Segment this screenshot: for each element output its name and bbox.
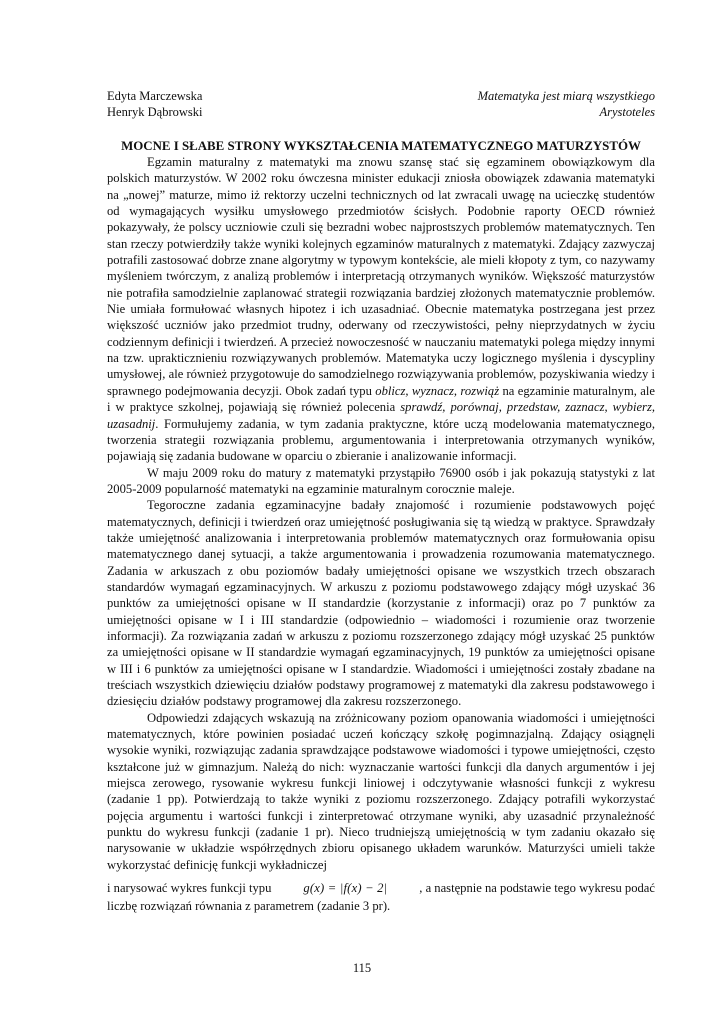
author-name: Edyta Marczewska — [107, 89, 203, 103]
authors — [107, 88, 202, 120]
author-name: Henryk Dąbrowski — [107, 105, 203, 119]
epigraph-author: Arystoteles — [599, 105, 655, 119]
formula-line — [107, 878, 655, 898]
text-run: . Formułujemy zadania, w tym zadania praktyczne, które uczą modelowania matematycznego, tworzenia strategii rozwiązania problemu, argumentowania i interpretowania otrzymanych wyników, pojawiają się zadania budowane w oparciu o zbieranie i analizowanie informacji. — [107, 416, 655, 464]
text-run: na egzaminie maturalnym, ale i w praktyce szkolnej, pojawiają się również polecenia — [107, 383, 655, 415]
paragraph: Odpowiedzi zdających wskazują na zróżnicowany poziom opanowania wiadomości i umiejętności matematycznych, które powinien posiadać uczeń kończący szkołę pogimnazjalną. Zdający osiągnęli wysokie wyniki, rozwiązując zadania sprawdzające podstawowe wiadomości i typowe umiejętności, często kształcone już w gimnazjum. Należą do nich: wyznaczanie wartości funkcji dla danych argumentów i jej miejsca zerowego, rysowanie wykresu funkcji liniowej i odczytywanie własności funkcji z wykresu (zadanie 1 pp). Potwierdzają to także wyniki z poziomu rozszerzonego. Zdający potrafili wykorzystać pojęcia argumentu i wartości funkcji i zinterpretować otrzymane wyniki, aby uzasadnić przynależność punktu do wykresu funkcji (zadanie 1 pr). Nieco trudniejszą umiejętnością w tym zadaniu okazało się narysowanie w układzie współrzędnych zbioru opisanego układem warunków. Maturzyści umieli także wykorzystać definicję funkcji wykładniczej — [107, 710, 655, 872]
text-run: Egzamin maturalny z matematyki ma znowu szansę stać się egzaminem obowiązkowym dla polskich maturzystów. W 2002 roku ówczesna minister edukacji zniosła obowiązek zdawania matematyki na „nowej” maturze, mimo iż rektorzy uczelni technicznych od lat zwracali uwagę na ucieczkę studentów od wymagających wysiłku umysłowego przedmiotów ścisłych. Podobnie raporty OECD również pokazywały, że polscy uczniowie czuli się bezradni wobec najprostszych problemów matematycznych. Ten stan rzeczy potwierdziły także wyniki kolejnych egzaminów maturalnych z matematyki. Zdający zazwyczaj potrafili zastosować dobrze znane algorytmy w typowym kontekście, ale mieli kłopoty z tym, co nazywamy myśleniem twórczym, z analizą problemów i interpretacją otrzymanych wyników. Większość maturzystów nie potrafiła samodzielnie zaplanować strategii rozwiązania bardziej złożonych matematycznie problemów. Nie umiała formułować własnych hipotez i ich uzasadniać. Obecnie matematyka postrzegana jest przez większość uczniów jako przedmiot trudny, oderwany od rzeczywistości, pełny nieprzydatnych w życiu codziennym definicji i twierdzeń. A przecież nowoczesność w nauczaniu matematyki polega między innymi na tzw. uprakticznieniu rozwiązywanych problemów. Matematyka uczy logicznego myślenia i dyscypliny umysłowej, ale również przygotowuje do samodzielnego rozwiązywania problemów, pozyskiwania wiedzy i sprawnego podejmowania decyzji. Obok zadań typu — [107, 155, 655, 398]
page-number: 115 — [352, 961, 372, 975]
paragraph-end: liczbę rozwiązań równania z parametrem (zadanie 3 pr). — [107, 899, 391, 914]
text-run: i narysować wykres funkcji typu — [107, 880, 272, 895]
paragraph: Tegoroczne zadania egzaminacyjne badały znajomość i rozumienie podstawowych pojęć matematycznych, definicji i twierdzeń oraz umiejętność posługiwania się tą wiedzą w praktyce. Sprawdzały także umiejętność analizowania i interpretowania problemów matematycznych oraz formułowania opisu matematycznego danej sytuacji, a także argumentowania i prowadzenia rozumowania matematycznego. Zadania w arkuszach z obu poziomów badały umiejętności opisane we wszystkich trzech obszarach standardów wymagań egzaminacyjnych. W arkuszu z poziomu podstawowego zdający mógł uzyskać 36 punktów za umiejętności opisane w II standardzie (korzystanie z informacji) oraz po 7 punktów za umiejętności opisane w I i III standardzie (odpowiednio – wiadomości i rozumienie oraz tworzenie informacji). Za rozwiązania zadań w arkuszu z poziomu rozszerzonego zdający mógł uzyskać 25 punktów za umiejętności opisane w II standardzie wymagań egzaminacyjnych, 19 punktów za umiejętności opisane w III i 6 punktów za umiejętności opisane w I standardzie. Wiadomości i umiejętności zostały zbadane na treściach wszystkich dziewięciu działów podstawy programowej z matematyki dla zakresu podstawowego i dziesięciu działów podstawy programowej dla zakresu rozszerzonego. — [107, 498, 655, 709]
epigraph — [478, 88, 655, 120]
article-body — [107, 154, 655, 914]
paragraph: W maju 2009 roku do matury z matematyki przystąpiło 76900 osób i jak pokazują statystyki z lat 2005-2009 popularność matematyki na egzaminie maturalnym corocznie maleje. — [107, 465, 655, 496]
emphasis-text: oblicz, wyznacz, rozwiąż — [375, 383, 500, 398]
article-title: MOCNE I SŁABE STRONY WYKSZTAŁCENIA MATEMATYCZNEGO MATURZYSTÓW — [121, 139, 641, 153]
epigraph-quote: Matematyka jest miarą wszystkiego — [477, 89, 655, 103]
math-formula: g(x) = |f(x) − 2| — [303, 880, 388, 895]
text-run: , a następnie na podstawie tego wykresu podać — [419, 880, 655, 895]
emphasis-text: sprawdź, porównaj, przedstaw, zaznacz, wybierz, uzasadnij — [107, 400, 655, 431]
header — [107, 88, 655, 120]
paragraph — [107, 154, 655, 465]
document-page — [107, 88, 655, 914]
